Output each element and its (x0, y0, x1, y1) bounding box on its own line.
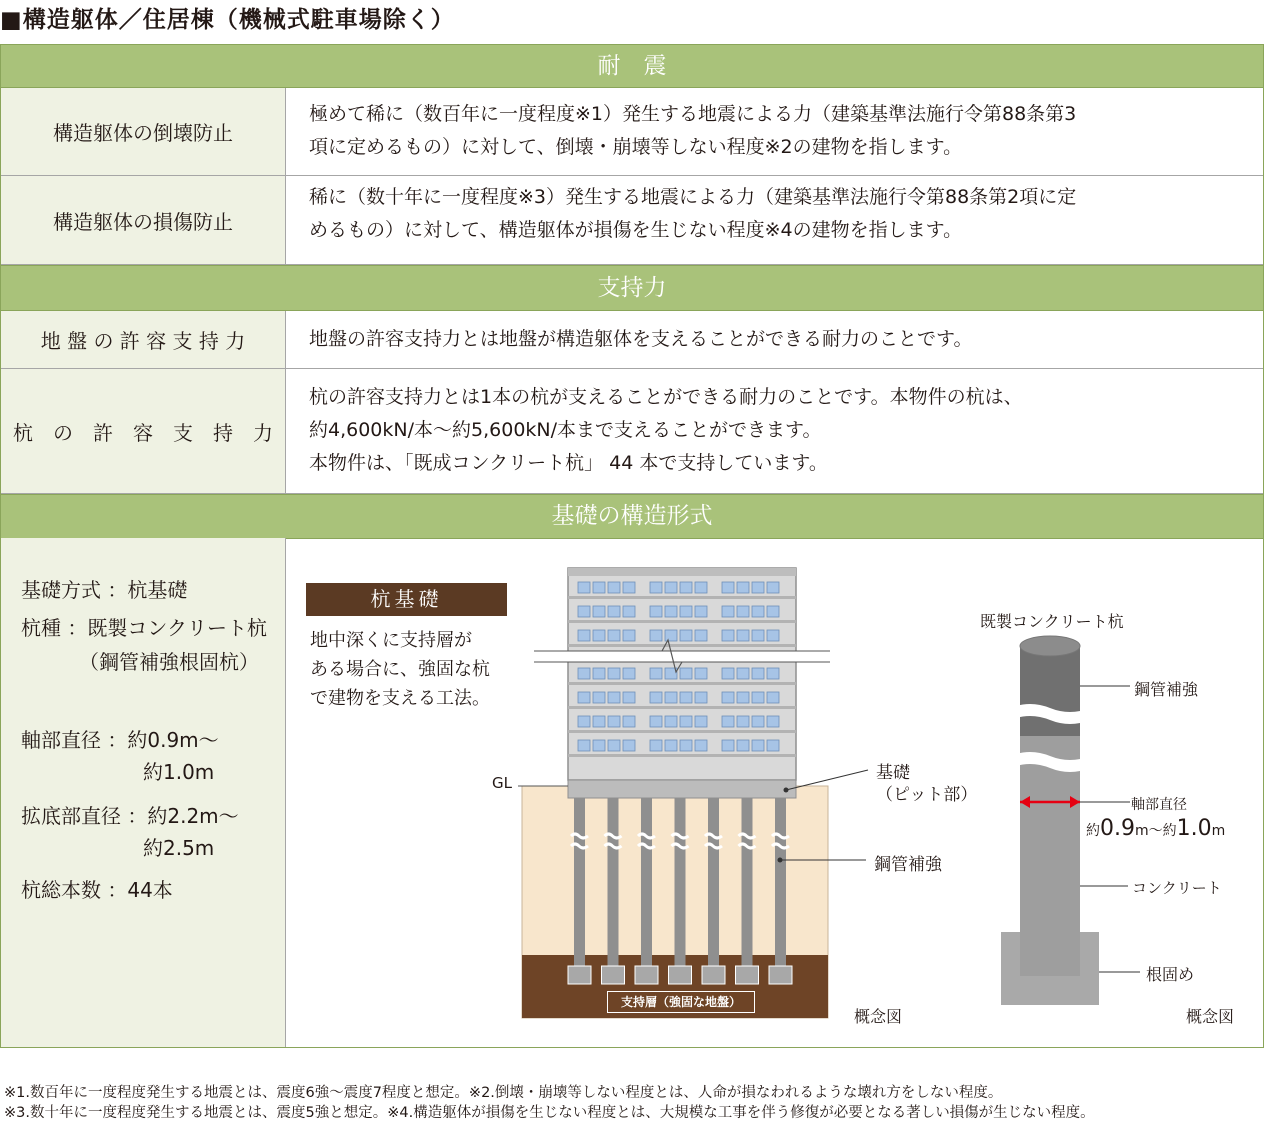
window (623, 668, 635, 679)
pile (708, 798, 719, 978)
window (767, 740, 779, 751)
window (767, 606, 779, 617)
building-windows (568, 582, 796, 757)
window (578, 582, 590, 593)
pile-base (669, 966, 692, 984)
window (593, 630, 605, 641)
dia-mid: m～約 (1135, 823, 1177, 839)
window (695, 740, 707, 751)
row-text-line: 約4,600kN/本～約5,600kN/本まで支えることができます。 (309, 419, 822, 441)
window (608, 692, 620, 703)
spec-base-dia-max: 約2.5m (143, 836, 215, 860)
pile-base (568, 966, 591, 984)
window (608, 668, 620, 679)
window (593, 606, 605, 617)
pile-base (602, 966, 625, 984)
window (593, 716, 605, 727)
row-text-line: 杭の許容支持力とは1本の杭が支えることができる耐力のことです。本物件の杭は、 (309, 386, 1023, 408)
window (578, 668, 590, 679)
window (737, 606, 749, 617)
pile (742, 798, 753, 978)
window (680, 606, 692, 617)
row-label: 杭 の 許 容 支 持 力 (1, 369, 286, 493)
window (608, 630, 620, 641)
window (578, 740, 590, 751)
pile-foundation-badge: 杭基礎 (306, 583, 507, 616)
window (680, 716, 692, 727)
row-label: 地 盤 の 許 容 支 持 力 (1, 311, 286, 368)
window (767, 716, 779, 727)
window (650, 716, 662, 727)
caption-1: 概念図 (854, 1007, 903, 1026)
window (650, 606, 662, 617)
pile-base (736, 966, 759, 984)
window (578, 630, 590, 641)
window (752, 740, 764, 751)
window (752, 692, 764, 703)
row-text-line: めるもの）に対して、構造躯体が損傷を生じない程度※4の建物を指します。 (309, 219, 963, 241)
window (737, 740, 749, 751)
jikubu-label: 軸部直径 (1131, 797, 1187, 813)
window (680, 668, 692, 679)
pile-title: 既製コンクリート杭 (980, 612, 1124, 631)
kiso-label-line: （ピット部） (876, 785, 978, 805)
window (722, 692, 734, 703)
dia-max: 1.0 (1176, 816, 1212, 841)
window (608, 606, 620, 617)
window (767, 668, 779, 679)
row-label: 構造躯体の損傷防止 (1, 176, 286, 264)
window (665, 740, 677, 751)
pile (641, 798, 652, 978)
pile-base (702, 966, 725, 984)
window (722, 668, 734, 679)
diameter-value (1086, 816, 1225, 841)
footnote: ※1.数百年に一度程度発生する地震とは、震度6強～震度7程度と想定。※2.倒壊・崩壊等しない程度とは、人命が損なわれるような壊れ方をしない程度。 (4, 1085, 1003, 1101)
window (593, 668, 605, 679)
window (650, 740, 662, 751)
balcony (568, 754, 796, 757)
concrete-label: コンクリート (1132, 879, 1222, 897)
desc-line: ある場合に、強固な杭 (310, 659, 490, 680)
window (752, 630, 764, 641)
row-text: 地盤の許容支持力とは地盤が構造躯体を支えることができる耐力のことです。 (309, 328, 973, 350)
window (737, 668, 749, 679)
window (752, 668, 764, 679)
balcony (568, 706, 796, 709)
window (722, 740, 734, 751)
window (623, 582, 635, 593)
window (680, 630, 692, 641)
pile-base (635, 966, 658, 984)
window (695, 716, 707, 727)
row-text-line: 稀に（数十年に一度程度※3）発生する地震による力（建築基準法施行令第88条第2項に定 (309, 186, 1077, 208)
window (623, 740, 635, 751)
window (767, 630, 779, 641)
window (665, 582, 677, 593)
page-title: ■構造躯体／住居棟（機械式駐車場除く） (0, 7, 455, 33)
balcony (568, 596, 796, 599)
dia-prefix: 約 (1086, 823, 1100, 839)
balcony (568, 730, 796, 733)
window (695, 630, 707, 641)
window (752, 716, 764, 727)
pile (608, 798, 619, 978)
kiso-label-line: 基礎 (876, 763, 910, 783)
window (665, 630, 677, 641)
window (722, 582, 734, 593)
window (737, 716, 749, 727)
dia-min: 0.9 (1100, 816, 1135, 841)
pile-base (769, 966, 792, 984)
window (593, 582, 605, 593)
foundation-pit (568, 780, 796, 798)
window (722, 630, 734, 641)
window (680, 740, 692, 751)
footnote: ※3.数十年に一度程度発生する地震とは、震度5強と想定。※4.構造躯体が損傷を生じない程度とは、大規模な工事を伴う修復が必要となる著しい損傷が生じない程度。 (4, 1105, 1095, 1121)
spec-base-dia: 拡底部直径 ：約2.2m～ (21, 804, 239, 828)
window (623, 630, 635, 641)
window (578, 716, 590, 727)
window (665, 716, 677, 727)
dia-unit: m (1211, 823, 1226, 839)
window (650, 668, 662, 679)
window (722, 716, 734, 727)
window (737, 582, 749, 593)
desc-line: で建物を支える工法。 (310, 688, 490, 709)
pile (775, 798, 786, 978)
row-label: 構造躯体の倒壊防止 (1, 88, 286, 175)
negatame-label: 根固め (1146, 965, 1195, 984)
window (593, 692, 605, 703)
window (650, 692, 662, 703)
row-text-line: 極めて稀に（数百年に一度程度※1）発生する地震による力（建築基準法施行令第88条第3 (309, 103, 1077, 125)
window (650, 630, 662, 641)
pile-top (1020, 636, 1080, 656)
gl-label: GL (492, 774, 512, 792)
break-band (534, 651, 830, 662)
row-text-line: 項に定めるもの）に対して、倒壊・崩壊等しない程度※2の建物を指します。 (309, 136, 963, 158)
desc-line: 地中深くに支持層が (310, 630, 472, 651)
section-header-kiso: 基礎の構造形式 (1, 494, 1263, 539)
pile (675, 798, 686, 978)
caption-2: 概念図 (1186, 1007, 1235, 1026)
balcony (568, 682, 796, 685)
kokan-label: 鋼管補強 (874, 855, 942, 875)
window (608, 716, 620, 727)
spec-shaft-dia-max: 約1.0m (143, 760, 215, 784)
window (608, 582, 620, 593)
window (767, 582, 779, 593)
window (623, 716, 635, 727)
section-header-shijiryoku: 支持力 (1, 265, 1263, 311)
spec-pile-subtype: （鋼管補強根固杭） (79, 650, 259, 674)
window (665, 692, 677, 703)
window (650, 582, 662, 593)
window (608, 740, 620, 751)
window (752, 606, 764, 617)
window (623, 692, 635, 703)
window (593, 740, 605, 751)
balcony (568, 620, 796, 623)
window (737, 630, 749, 641)
balcony (568, 644, 796, 647)
window (680, 692, 692, 703)
window (722, 606, 734, 617)
window (695, 692, 707, 703)
spec-pile-type: 杭種 ：既製コンクリート杭 (21, 616, 267, 640)
window (578, 692, 590, 703)
window (752, 582, 764, 593)
window (695, 668, 707, 679)
row-text-line: 本物件は、「既成コンクリート杭」 44 本で支持しています。 (309, 452, 828, 474)
window (737, 692, 749, 703)
building-roof (568, 568, 796, 576)
window (578, 606, 590, 617)
spec-pile-count: 杭総本数 ：44本 (21, 878, 173, 902)
spec-method: 基礎方式 ：杭基礎 (21, 578, 188, 602)
pile (574, 798, 585, 978)
kiso-label (876, 762, 977, 806)
bearing-layer-label: 支持層（強固な地盤） (607, 991, 755, 1013)
window (695, 606, 707, 617)
window (680, 582, 692, 593)
window (767, 692, 779, 703)
window (695, 582, 707, 593)
section-header-taishin: 耐 震 (1, 44, 1263, 88)
kokan-label-2: 鋼管補強 (1134, 680, 1199, 699)
spec-shaft-dia: 軸部直径 ：約0.9m～ (21, 728, 219, 752)
window (665, 606, 677, 617)
window (623, 606, 635, 617)
